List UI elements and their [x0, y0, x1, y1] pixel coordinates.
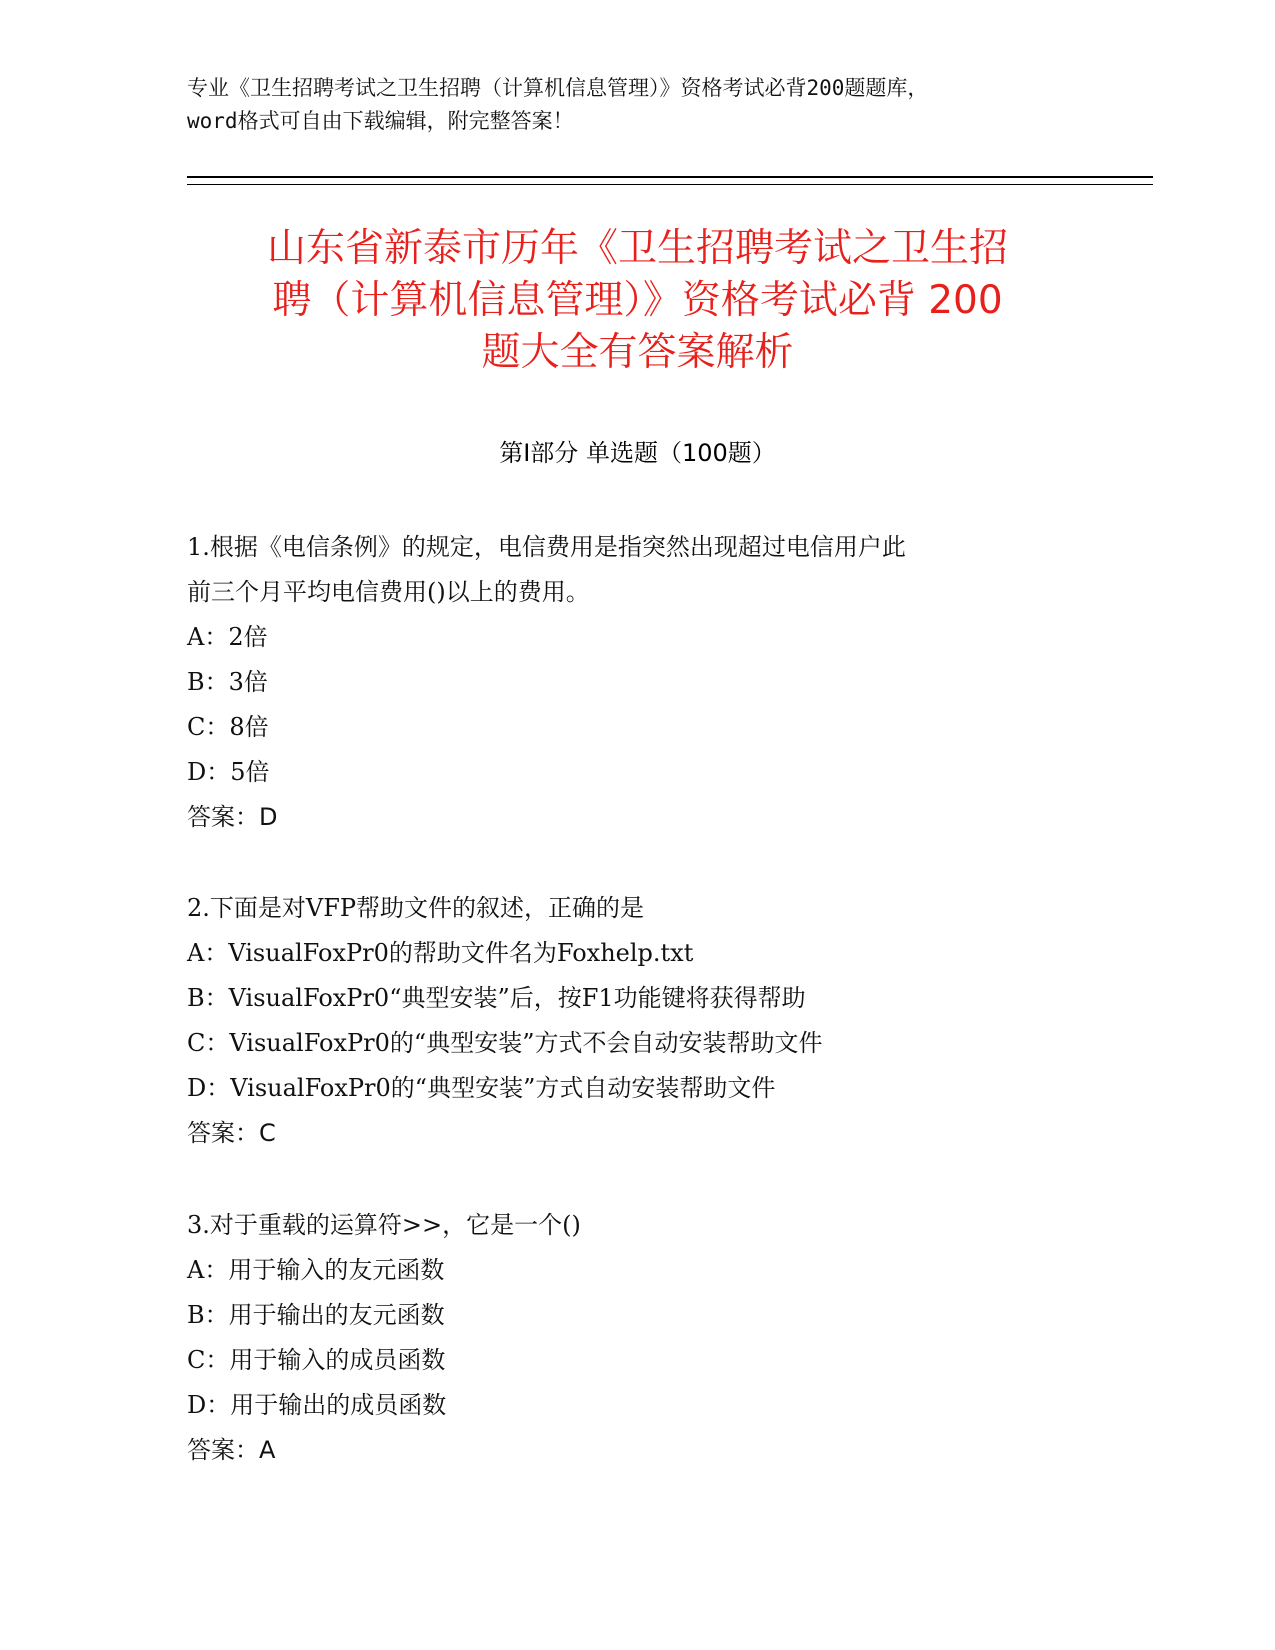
question-stem: 3.对于重载的运算符>>，它是一个() [187, 1211, 581, 1239]
option-d: D：用于输出的成员函数 [187, 1391, 447, 1419]
header-divider-thin [187, 184, 1153, 185]
option-b: B：VisualFoxPr0“典型安装”后，按F1功能键将获得帮助 [187, 984, 806, 1012]
question-stem: 2.下面是对VFP帮助文件的叙述，正确的是 [187, 894, 645, 922]
intro-text [187, 72, 1087, 138]
answer-line: 答案：C [187, 1119, 276, 1147]
answer-line: 答案：A [187, 1436, 276, 1464]
option-b: B：3倍 [187, 668, 268, 696]
title-line: 聘（计算机信息管理）》资格考试必背 200 [272, 278, 1003, 323]
question-stem: 前三个月平均电信费用()以上的费用。 [187, 578, 590, 606]
option-a: A：2倍 [187, 623, 268, 651]
title-line: 题大全有答案解析 [481, 330, 794, 375]
intro-line: word格式可自由下载编辑，附完整答案！ [187, 109, 574, 133]
question-block [187, 525, 1087, 840]
answer-line: 答案：D [187, 803, 278, 831]
header-divider [187, 176, 1153, 178]
option-c: C：VisualFoxPr0的“典型安装”方式不会自动安装帮助文件 [187, 1029, 823, 1057]
option-c: C：用于输入的成员函数 [187, 1346, 446, 1374]
option-c: C：8倍 [187, 713, 269, 741]
document-title [190, 223, 1085, 379]
option-b: B：用于输出的友元函数 [187, 1301, 445, 1329]
question-block [187, 886, 1087, 1156]
title-line: 山东省新泰市历年《卫生招聘考试之卫生招 [266, 226, 1008, 271]
option-d: D：VisualFoxPr0的“典型安装”方式自动安装帮助文件 [187, 1074, 776, 1102]
question-stem: 1.根据《电信条例》的规定，电信费用是指突然出现超过电信用户此 [187, 533, 906, 561]
option-d: D：5倍 [187, 758, 270, 786]
section-heading: 第Ⅰ部分 单选题（100题） [499, 439, 776, 467]
option-a: A：VisualFoxPr0的帮助文件名为Foxhelp.txt [187, 939, 694, 967]
intro-line: 专业《卫生招聘考试之卫生招聘（计算机信息管理）》资格考试必背200题题库， [187, 76, 929, 100]
question-block [187, 1203, 1087, 1473]
option-a: A：用于输入的友元函数 [187, 1256, 445, 1284]
